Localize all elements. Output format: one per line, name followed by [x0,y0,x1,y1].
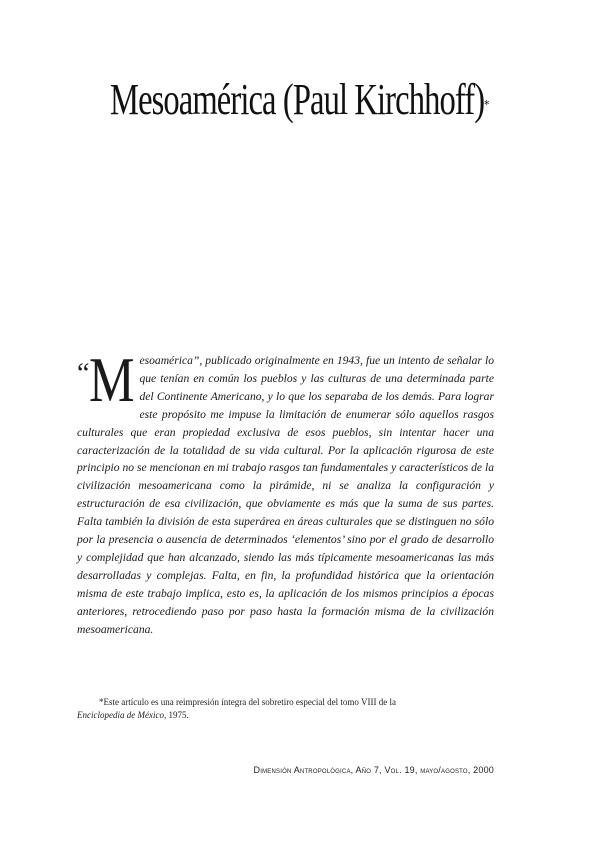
footnote [77,696,494,722]
drop-cap-group [77,344,135,415]
footnote-source [77,709,494,722]
title-footnote-marker: * [484,98,489,113]
title-text: Mesoamérica (Paul Kirchhoff) [110,75,485,124]
body-paragraph [77,344,494,639]
body-text: esoamérica”, publicado originalmente en 1943, fue un intento de señalar lo que tenían en común los pueblos y las culturas de una determinada parte del Continente Americano, y lo que los separaba de los demás. Para lograr este propósito me impuse la limitación de enumerar sólo aquellos rasgos culturales que eran propiedad exclusiva de esos pueblos, sin intentar hacer una caracterización de la totalidad de su vida cultural. Por la aplicación rigurosa de este principio no se mencionan en mi trabajo rasgos tan fundamentales y característicos de la civilización mesoamericana como la pirámide, ni se analiza la configuración y estructuración de esa civilización, que obviamente es más que la suma de sus partes. Falta también la división de esta superárea en áreas culturales que se distinguen no sólo por la presencia o ausencia de determinados ‘elementos’ sino por el grado de desarrollo y complejidad que han alcanzado, siendo las más típicamente mesoamericanas las más desarrolladas y complejas. Falta, en fin, la profundidad histórica que la orientación misma de este trabajo implica, esto es, la aplicación de los mismos principios a épocas anteriores, retrocediendo paso por paso hasta la formación misma de la civilización mesoamericana. [77,354,494,636]
footnote-text: *Este artículo es una reimpresión íntegra del sobretiro especial del tomo VIII de la [99,697,396,707]
article-title [110,70,489,130]
drop-cap-letter: M [89,344,135,415]
running-footer: Dimensión Antropológica, Año 7, Vol. 19, mayo/agosto, 2000 [253,765,494,775]
footnote-source-title: Enciclopedia de México [77,710,164,720]
footnote-source-year: , 1975. [163,710,189,720]
opening-quote: “ [77,358,88,389]
